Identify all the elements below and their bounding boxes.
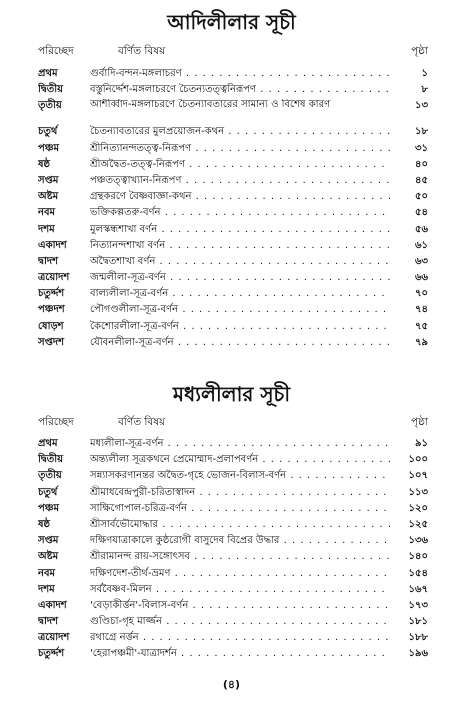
chapter-label: চতুর্থ xyxy=(38,486,58,498)
page-number-cell: ৬৩ xyxy=(414,255,428,267)
chapter-label: পঞ্চম xyxy=(38,142,60,154)
column-header-row xyxy=(38,44,428,58)
table-row xyxy=(38,614,428,630)
page-number-cell: ১১৩ xyxy=(408,486,428,498)
subject-text: শ্রীরামানন্দ রায়-সঙ্গোৎসব . . . xyxy=(90,549,390,565)
chapter-label: দ্বাদশ xyxy=(38,255,59,267)
subject-text: অদ্বৈতশাখা বর্ণন . . . xyxy=(90,254,390,270)
table-row xyxy=(38,501,428,517)
table-row xyxy=(38,189,428,205)
chapter-label: সপ্তদশ xyxy=(38,336,64,348)
subject-text: গুণ্ডিচা-গৃহ মার্জ্জন . . . xyxy=(90,614,390,630)
chapter-label: নবম xyxy=(38,567,56,579)
chapter-label: সপ্তম xyxy=(38,535,59,547)
column-header-subject: বর্ণিত বিষয় xyxy=(118,416,166,428)
page-number-cell: ১৫৪ xyxy=(408,567,428,579)
page-number-cell: ১৪০ xyxy=(408,551,428,563)
page-number-cell: ১৩ xyxy=(415,100,428,112)
page-number-cell: ১০০ xyxy=(408,454,428,466)
chapter-label: দ্বাদশ xyxy=(38,616,59,628)
chapter-label: অষ্টম xyxy=(38,551,59,563)
page-number-cell: ৩১ xyxy=(415,142,428,154)
page-number-cell: ৬৬ xyxy=(414,272,428,284)
subject-text: বাল্যলীলা-সূত্র-বর্ণন . . . xyxy=(90,286,390,302)
chapter-label: ষষ্ঠ xyxy=(38,518,51,530)
chapter-label: পঞ্চদশ xyxy=(38,304,65,316)
subject-text: শ্রীমাধবেন্দ্রপুরী-চরিতাস্বাদন . . . xyxy=(90,485,390,501)
chapter-label: চতুর্দ্দশ xyxy=(38,648,65,660)
chapter-label: নবম xyxy=(38,207,56,219)
chapter-label: ষষ্ঠ xyxy=(38,158,51,170)
chapter-label: একাদশ xyxy=(38,599,67,611)
subject-text: জন্মলীলা-সূত্র-বর্ণন . . . xyxy=(90,270,390,286)
page-number-cell: ৭৫ xyxy=(415,320,428,332)
subject-text: চৈতন্যাবতারের মুলপ্রয়োজন-কথন . . . xyxy=(90,124,390,140)
table-row xyxy=(38,468,428,484)
contents-list xyxy=(38,66,428,351)
table-row xyxy=(38,66,428,82)
subject-text: সর্ববৈষ্ণব-মিলন . . . xyxy=(90,582,390,598)
table-row xyxy=(38,286,428,302)
table-row xyxy=(38,254,428,270)
chapter-label: দ্বিতীয় xyxy=(38,454,64,466)
table-row xyxy=(38,598,428,614)
section-title: মধ্যলীলার সূচী xyxy=(172,382,291,406)
subject-text: দক্ষিণদেশ-তীর্থ-ভ্রমণ . . . xyxy=(90,566,390,582)
chapter-label: প্রথম xyxy=(38,438,58,449)
column-header-page: পৃষ্ঠা xyxy=(410,45,428,57)
subject-text: ভক্তিকল্পতরু-বর্ণন . . . xyxy=(90,205,390,221)
table-row xyxy=(38,646,428,662)
subject-text: অন্ত্যলীলা সূত্রকথনে প্রেমোম্মাদ-প্রলাপবর্ণন . . . xyxy=(90,452,390,468)
subject-text: নিত্যানন্দশাখা বর্ণন . . . xyxy=(90,238,390,254)
subject-text: কৈশোরলীলা-সূত্র-বর্ণন . . . xyxy=(90,319,390,335)
column-header-page: পৃষ্ঠা xyxy=(410,416,428,428)
table-row xyxy=(38,141,428,157)
chapter-label: চতুর্থ xyxy=(38,126,58,138)
subject-text: দক্ষিণযাত্রাকালে কুষ্ঠরোগী বাসুদেব বিপ্রের উদ্ধার . . . xyxy=(90,533,390,549)
page-number-cell: ৭০ xyxy=(414,288,428,300)
page-number-cell: ৭৪ xyxy=(415,304,428,316)
subject-text: মধ্যলীলা-সূত্র-বর্ণন . . . xyxy=(90,436,390,452)
subject-text: সন্ন্যাসকরণানন্তর অদ্বৈত-গৃহে ভোজন-বিলাস-বর্ণন . . . xyxy=(90,468,390,484)
table-row xyxy=(38,485,428,501)
chapter-label: ত্রয়োদশ xyxy=(38,632,70,644)
table-row xyxy=(38,533,428,549)
page-number-cell: ৮ xyxy=(421,84,428,96)
subject-text: আশীর্ব্বাদ-মঙ্গলাচরণে চৈতন্যাবতারের সামান্য ও বিশেষ কারণ xyxy=(90,99,331,111)
page-number-cell: ১৮ xyxy=(415,126,428,138)
chapter-label: পঞ্চম xyxy=(38,502,60,514)
page-number-cell: ১৮৮ xyxy=(408,632,428,644)
column-header-row xyxy=(38,415,428,429)
chapter-label: চতুর্দ্দশ xyxy=(38,288,65,300)
page-number-cell: ৪৫ xyxy=(415,174,428,186)
table-row xyxy=(38,319,428,335)
contents-list xyxy=(38,436,428,663)
table-row xyxy=(38,630,428,646)
table-row xyxy=(38,452,428,468)
table-row xyxy=(38,566,428,582)
table-row xyxy=(38,302,428,318)
page-number-cell: ১২০ xyxy=(408,502,428,514)
page-number-cell: ৯১ xyxy=(415,438,428,449)
page-number-cell: ১০৭ xyxy=(408,470,428,482)
table-row xyxy=(38,549,428,565)
table-row xyxy=(38,238,428,254)
chapter-label: তৃতীয় xyxy=(38,100,62,112)
page-number-cell: ৫৬ xyxy=(415,223,428,235)
subject-text: সাক্ষিগোপাল-চরিত্র-বর্ণন . . . xyxy=(90,501,390,517)
chapter-label: সপ্তম xyxy=(38,174,59,186)
chapter-label: প্রথম xyxy=(38,68,58,79)
page-number-cell: ৫৪ xyxy=(415,207,428,219)
subject-text: গ্রন্থকরণে বৈষ্ণবাজ্ঞা-কথন . . . xyxy=(90,189,390,205)
page-number-cell: ১৮১ xyxy=(408,616,428,628)
table-row xyxy=(38,222,428,238)
column-header-chapter: পরিচ্ছেদ xyxy=(38,45,74,57)
subject-text: বস্তুনির্দ্দেশ-মঙ্গলাচরণে চৈতন্যতত্ত্বনিরূপণ . . . xyxy=(90,82,390,98)
subject-text: যৌবনলীলা-সূত্র-বর্ণন . . . xyxy=(90,335,390,351)
table-row xyxy=(38,205,428,221)
table-row xyxy=(38,270,428,286)
subject-text: 'হেরাপঞ্চমী'-যাত্রাদর্শন . . . xyxy=(90,646,390,662)
table-row xyxy=(38,517,428,533)
page-number-cell: ১২৫ xyxy=(408,518,428,530)
column-header-subject: বর্ণিত বিষয় xyxy=(118,45,166,57)
chapter-label: দ্বিতীয় xyxy=(38,84,64,96)
table-row xyxy=(38,98,428,124)
column-header-chapter: পরিচ্ছেদ xyxy=(38,416,74,428)
page-number-cell: ৭৯ xyxy=(415,336,428,348)
subject-text: পৌগণ্ডলীলা-সূত্র-বর্ণন . . . xyxy=(90,302,390,318)
chapter-label: একাদশ xyxy=(38,239,67,251)
page-number-cell: ৪০ xyxy=(415,158,428,170)
subject-text: রথাগ্রে নর্ত্তন . . . xyxy=(90,630,390,646)
subject-text: গুর্বাদি-বন্দন-মঙ্গলাচরণ . . . xyxy=(90,66,390,82)
table-row xyxy=(38,82,428,98)
subject-text: 'বেড়াকীর্ত্তন'-বিলাস-বর্ণন . . . xyxy=(90,598,390,614)
chapter-label: দশম xyxy=(38,583,55,595)
chapter-label: তৃতীয় xyxy=(38,470,62,482)
table-row xyxy=(38,173,428,189)
subject-text: মুলস্কন্ধশাখা বর্ণন . . . xyxy=(90,222,390,238)
table-row xyxy=(38,436,428,452)
subject-text: শ্রীনিত্যানন্দতত্ত্ব-নিরূপণ . . . xyxy=(90,141,390,157)
page-number-cell: ১ xyxy=(421,68,428,79)
page-number-cell: ১৯৬ xyxy=(408,648,428,660)
table-row xyxy=(38,157,428,173)
page-number-cell: ১৬৭ xyxy=(408,583,428,595)
subject-text: শ্রীঅদ্বৈত-তত্ত্ব-নিরূপণ . . . xyxy=(90,157,390,173)
table-row xyxy=(38,335,428,351)
section-title: আদিলীলার সূচী xyxy=(167,10,296,34)
chapter-label: ষোড়শ xyxy=(38,320,64,332)
page-number-cell: ৫০ xyxy=(415,191,428,203)
page-number-cell: ৬১ xyxy=(415,239,428,251)
subject-text: শ্রীসার্বভৌমোদ্ধার . . . xyxy=(90,517,390,533)
chapter-label: অষ্টম xyxy=(38,191,59,203)
chapter-label: দশম xyxy=(38,223,55,235)
table-row xyxy=(38,124,428,140)
page-number: (৪) xyxy=(222,678,241,691)
page-number-cell: ১৩৬ xyxy=(408,535,428,547)
page-number-cell: ১৭৩ xyxy=(408,599,428,611)
chapter-label: ত্রয়োদশ xyxy=(38,272,70,284)
table-row xyxy=(38,582,428,598)
subject-text: পঞ্চতত্ত্বাখ্যান-নিরূপণ . . . xyxy=(90,173,390,189)
